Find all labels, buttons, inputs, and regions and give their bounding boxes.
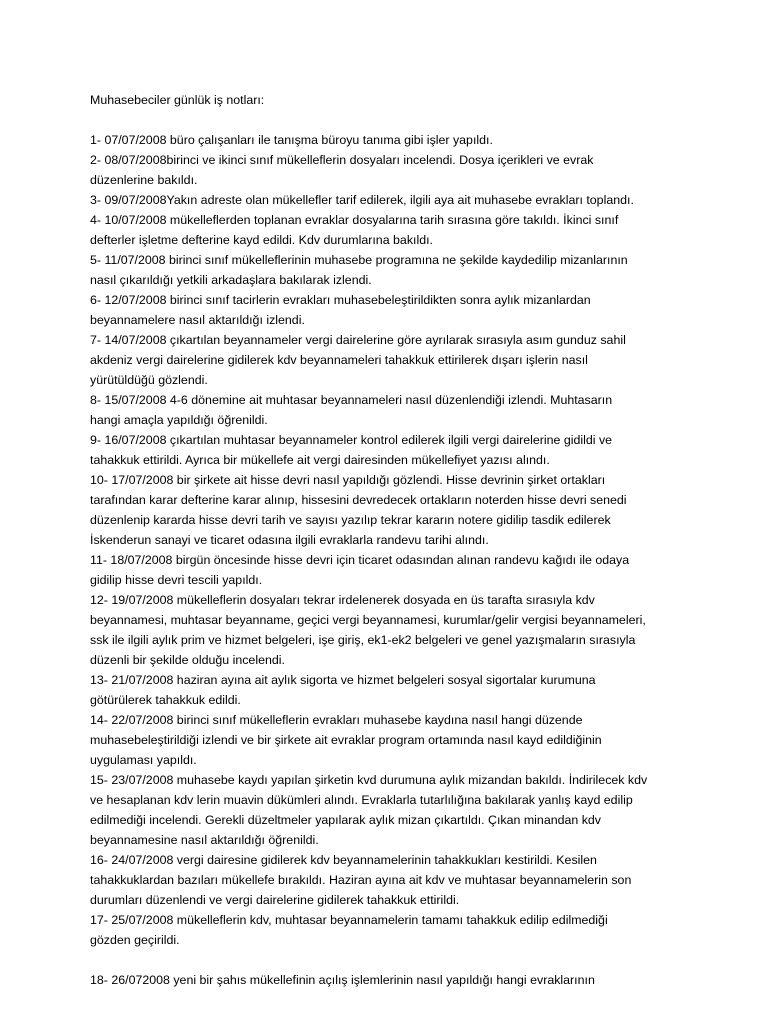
text-line: yürütüldüğü gözlendi. <box>90 373 208 387</box>
text-line: 7- 14/07/2008 çıkartılan beyannameler vergi dairelerine göre ayrılarak sırasıyla asım gunduz sahil <box>90 333 626 347</box>
text-line: nasıl çıkarıldığı yetkili arkadaşlara bakılarak izlendi. <box>90 273 372 287</box>
text-line: düzenlenip kararda hisse devri tarih ve sayısı yazılıp tekrar kararın notere gidilip tasdik edilerek <box>90 513 611 527</box>
text-line: tahakkuklardan bazıları mükellefe bırakıldı. Haziran ayına ait kdv ve muhtasar beyannamelerin son <box>90 873 632 887</box>
text-line: gözden geçirildi. <box>90 933 180 947</box>
text-line: muhasebeleştirildiği izlendi ve bir şirkete ait evraklar program ortamında nasıl kayd edildiğinin <box>90 733 602 747</box>
text-line: 11- 18/07/2008 birgün öncesinde hisse devri için ticaret odasından alınan randevu kağıdı ile odaya <box>90 553 630 567</box>
document-body <box>90 130 690 990</box>
text-line: 6- 12/07/2008 birinci sınıf tacirlerin evrakları muhasebeleştirildikten sonra aylık mizanlardan <box>90 293 591 307</box>
text-line: İskenderun sanayi ve ticaret odasına ilgili evraklarla randevu tarihi alındı. <box>90 533 489 547</box>
text-line: edilmediği incelendi. Gerekli düzeltmeler yapılarak aylık mizan çıkartıldı. Çıkan minandan kdv <box>90 813 601 827</box>
text-line: 3- 09/07/2008Yakın adreste olan mükellefler tarif edilerek, ilgili aya ait muhasebe evrakları toplandı. <box>90 193 634 207</box>
text-line: durumları düzenlendi ve vergi dairelerine gidilerek tahakkuk ettirildi. <box>90 893 460 907</box>
text-line: ve hesaplanan kdv lerin muavin dükümleri alındı. Evraklarla tutarlılığına bakılarak yanlış kayd edilip <box>90 793 633 807</box>
blank-line <box>90 950 690 970</box>
text-line: tarafından karar defterine karar alınıp, hissesini devredecek ortakların noterden hisse devri senedi <box>90 493 627 507</box>
text-line: beyannamesine nasıl aktarıldığı öğrenildi. <box>90 833 319 847</box>
text-line: götürülerek tahakkuk edildi. <box>90 693 241 707</box>
text-line: 17- 25/07/2008 mükelleflerin kdv, muhtasar beyannamelerin tamamı tahakkuk edilip edilmediği <box>90 913 608 927</box>
text-line: beyannamesi, muhtasar beyanname, geçici vergi beyannamesi, kurumlar/gelir vergisi beyannameleri, <box>90 613 646 627</box>
text-line: 2- 08/07/2008birinci ve ikinci sınıf mükelleflerin dosyaları incelendi. Dosya içerikleri ve evrak <box>90 153 594 167</box>
text-line: 5- 11/07/2008 birinci sınıf mükelleflerinin muhasebe programına ne şekilde kaydedilip mizanlarının <box>90 253 628 267</box>
text-line: 1- 07/07/2008 büro çalışanları ile tanışma büroyu tanıma gibi işler yapıldı. <box>90 133 493 147</box>
text-line: 15- 23/07/2008 muhasebe kaydı yapılan şirketin kvd durumuna aylık mizandan bakıldı. İndirilecek kdv <box>90 773 648 787</box>
text-line: gidilip hisse devri tescili yapıldı. <box>90 573 263 587</box>
text-line: beyannamelere nasıl aktarıldığı izlendi. <box>90 313 305 327</box>
text-line: defterler işletme defterine kayd edildi. Kdv durumlarına bakıldı. <box>90 233 433 247</box>
text-line: 18- 26/072008 yeni bir şahıs mükellefinin açılış işlemlerinin nasıl yapıldığı hangi evraklarının <box>90 973 595 987</box>
text-line: 9- 16/07/2008 çıkartılan muhtasar beyannameler kontrol edilerek ilgili vergi dairelerine gidildi ve <box>90 433 613 447</box>
text-line: 14- 22/07/2008 birinci sınıf mükelleflerin evrakları muhasebe kaydına nasıl hangi düzende <box>90 713 583 727</box>
text-line: hangi amaçla yapıldığı öğrenildi. <box>90 413 268 427</box>
text-line: 10- 17/07/2008 bir şirkete ait hisse devri nasıl yapıldığı gözlendi. Hisse devrinin şirket ortakları <box>90 473 606 487</box>
text-line: akdeniz vergi dairelerine gidilerek kdv beyannameleri tahakkuk ettirilerek dışarı işlerin nasıl <box>90 353 588 367</box>
text-line: tahakkuk ettirildi. Ayrıca bir mükellefe ait vergi dairesinden mükellefiyet yazısı alındı. <box>90 453 550 467</box>
text-line: düzenlerine bakıldı. <box>90 173 198 187</box>
text-line: ssk ile ilgili aylık prim ve hizmet belgeleri, işe giriş, ek1-ek2 belgeleri ve genel yazışmaların sırasıyla <box>90 633 636 647</box>
text-line: uygulaması yapıldı. <box>90 753 197 767</box>
text-line: 16- 24/07/2008 vergi dairesine gidilerek kdv beyannamelerinin tahakkukları kestirildi. Kesilen <box>90 853 597 867</box>
text-line: 8- 15/07/2008 4-6 dönemine ait muhtasar beyannameleri nasıl düzenlendiği izlendi. Muhtasarın <box>90 393 613 407</box>
text-line: 4- 10/07/2008 mükelleflerden toplanan evraklar dosyalarına tarih sırasına göre takıldı. İkinci sınıf <box>90 213 619 227</box>
text-line: 12- 19/07/2008 mükelleflerin dosyaları tekrar irdelenerek dosyada en üs tarafta sırasıyla kdv <box>90 593 595 607</box>
text-line: düzenli bir şekilde olduğu incelendi. <box>90 653 285 667</box>
document-title: Muhasebeciler günlük iş notları: <box>90 93 265 107</box>
text-line: 13- 21/07/2008 haziran ayına ait aylık sigorta ve hizmet belgeleri sosyal sigortalar kurumuna <box>90 673 596 687</box>
